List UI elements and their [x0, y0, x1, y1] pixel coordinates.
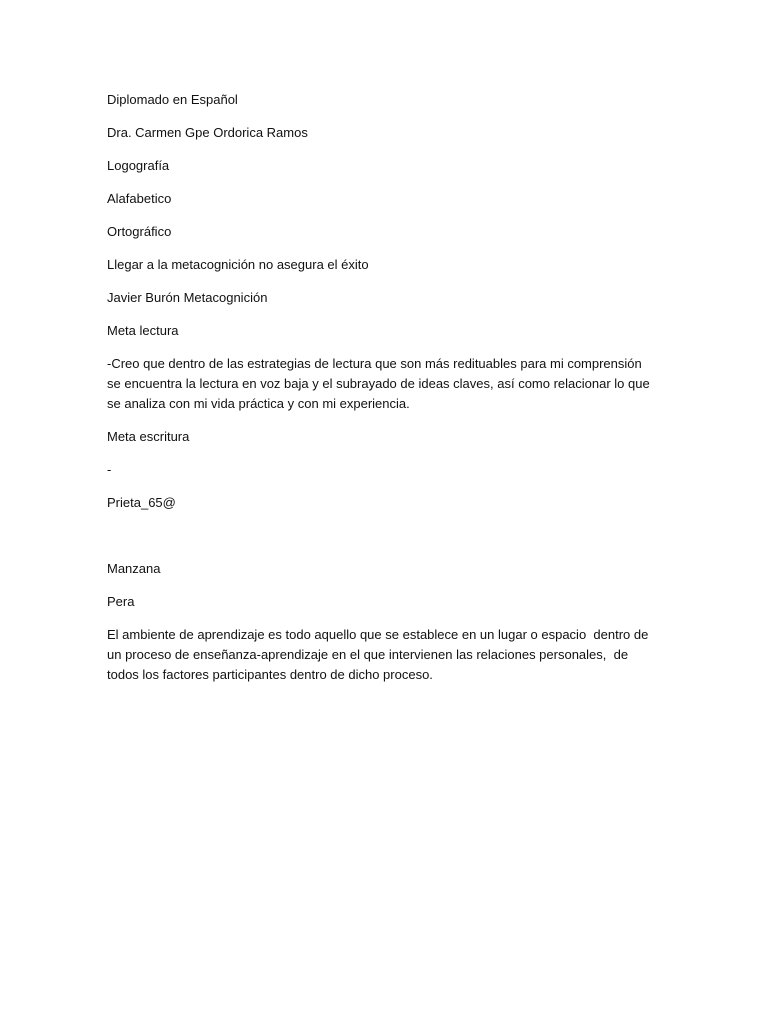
meta-writing-heading: Meta escritura	[107, 429, 190, 444]
stage-alfabetico: Alafabetico	[107, 191, 172, 206]
learning-environment-paragraph: El ambiente de aprendizaje es todo aquello que se establece en un lugar o espacio dentro de un proceso de enseñanza-aprendizaje en el que intervienen las relaciones personales, de todos los factores participantes dentro de dicho proceso.	[107, 627, 652, 682]
username-note: Prieta_65@	[107, 495, 176, 510]
stage-ortografico: Ortográfico	[107, 224, 172, 239]
word-pera: Pera	[107, 594, 135, 609]
meta-reading-heading: Meta lectura	[107, 323, 179, 338]
document-body	[107, 90, 655, 698]
blank-line	[107, 526, 655, 559]
course-title: Diplomado en Español	[107, 92, 238, 107]
meta-reading-paragraph: -Creo que dentro de las estrategias de lectura que son más redituables para mi comprensión se encuentra la lectura en voz baja y el subrayado de ideas claves, así como relacionar lo que se analiza con mi vida práctica y con mi experiencia.	[107, 356, 654, 411]
metacognition-note: Llegar a la metacognición no asegura el éxito	[107, 257, 369, 272]
stage-logografia: Logografía	[107, 158, 170, 173]
instructor-name: Dra. Carmen Gpe Ordorica Ramos	[107, 125, 308, 140]
word-manzana: Manzana	[107, 561, 161, 576]
author-reference: Javier Burón Metacognición	[107, 290, 268, 305]
meta-writing-dash: -	[107, 462, 112, 477]
